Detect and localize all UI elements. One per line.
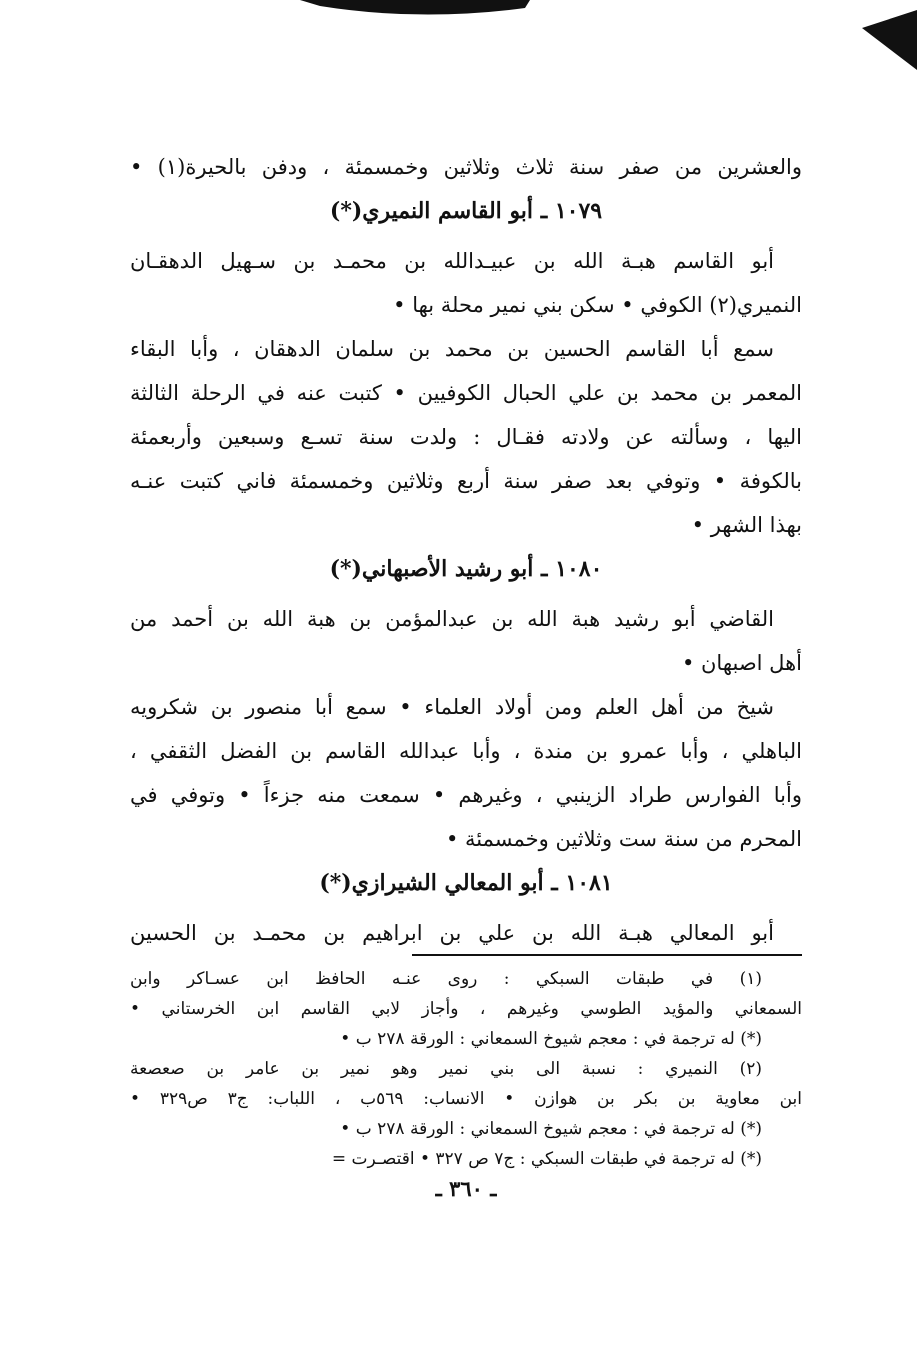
scan-artifact-top xyxy=(300,0,530,22)
entry-1080-line-1: القاضي أبو رشيد هبة الله بن عبدالمؤمن بن هبة الله بن أحمد من xyxy=(130,607,774,631)
footnote-1: (١) في طبقات السبكي : روى عنـه الحافظ ابن عسـاكر وابن xyxy=(130,969,762,989)
footnote-divider xyxy=(412,954,802,956)
entry-1080-line-2: أهل اصبهان • xyxy=(681,651,802,675)
page-number: ـ ٣٦٠ ـ xyxy=(435,1176,497,1201)
entry-1079-line-3: سمع أبا القاسم الحسين بن محمد بن سلمان الدهقان ، وأبا البقاء xyxy=(130,337,774,361)
footnote-1-cont: السمعاني والمؤيد الطوسي وغيرهم ، وأجاز لابي القاسم ابن الخرستاني • xyxy=(130,999,802,1019)
entry-heading-1081: ١٠٨١ ـ أبو المعالي الشيرازي(*) xyxy=(319,870,613,896)
entry-1079-line-6: بالكوفة • وتوفي بعد صفر سنة أربع وثلاثين وخمسمئة فاني كتبت عنـه xyxy=(130,469,802,493)
footnote-star-2: (*) له ترجمة في : معجم شيوخ السمعاني : الورقة ٢٧٨ ب • xyxy=(340,1119,762,1139)
entry-1079-line-2: النميري(٢) الكوفي • سكن بني نمير محلة بها • xyxy=(393,293,802,317)
entry-1080-line-5: وأبا الفوارس طراد الزينبي ، وغيرهم • سمعت منه جزءاً • وتوفي في xyxy=(130,783,802,807)
entry-heading-1080: ١٠٨٠ ـ أبو رشيد الأصبهاني(*) xyxy=(329,556,603,582)
entry-1080-line-6: المحرم من سنة ست وثلاثين وخمسمئة • xyxy=(445,827,802,851)
entry-1079-line-1: أبو القاسم هبـة الله بن عبيـدالله بن محمـد بن سـهيل الدهقـان xyxy=(130,249,774,273)
page-body xyxy=(130,152,802,1201)
entry-1081-line-1: أبو المعالي هبـة الله بن علي بن ابراهيم بن محمـد بن الحسين xyxy=(130,921,774,945)
footnote-star-1: (*) له ترجمة في : معجم شيوخ السمعاني : الورقة ٢٧٨ ب • xyxy=(340,1029,762,1049)
entry-heading-1079: ١٠٧٩ ـ أبو القاسم النميري(*) xyxy=(329,198,603,224)
footnote-star-3: (*) له ترجمة في طبقات السبكي : ج٧ ص ٣٢٧ • اقتصـرت = xyxy=(331,1149,762,1169)
intro-line: والعشرين من صفر سنة ثلاث وثلاثين وخمسمئة ، ودفن بالحيرة(١) • xyxy=(130,155,803,179)
footnote-2: (٢) النميري : نسبة الى بني نمير وهو نمير بن عامر بن صعصعة xyxy=(130,1059,762,1079)
scan-artifact-corner xyxy=(862,10,917,70)
entry-1079-line-4: المعمر بن محمد بن علي الحبال الكوفيين • كتبت عنه في الرحلة الثالثة xyxy=(130,381,802,405)
entry-1079-line-7: بهذا الشهر • xyxy=(691,513,802,537)
entry-1079-line-5: اليها ، وسألته عن ولادته فقـال : ولدت سنة تسـع وسبعين وأربعمئة xyxy=(130,425,802,449)
footnote-2-cont: ابن معاوية بن بكر بن هوازن • الانساب: ٥٦٩ب ، اللباب: ج٣ ص٣٢٩ • xyxy=(130,1089,802,1109)
entry-1080-line-3: شيخ من أهل العلم ومن أولاد العلماء • سمع أبا منصور بن شكرويه xyxy=(130,695,774,719)
entry-1080-line-4: الباهلي ، وأبا عمرو بن مندة ، وأبا عبدالله القاسم بن الفضل الثقفي ، xyxy=(130,739,802,763)
